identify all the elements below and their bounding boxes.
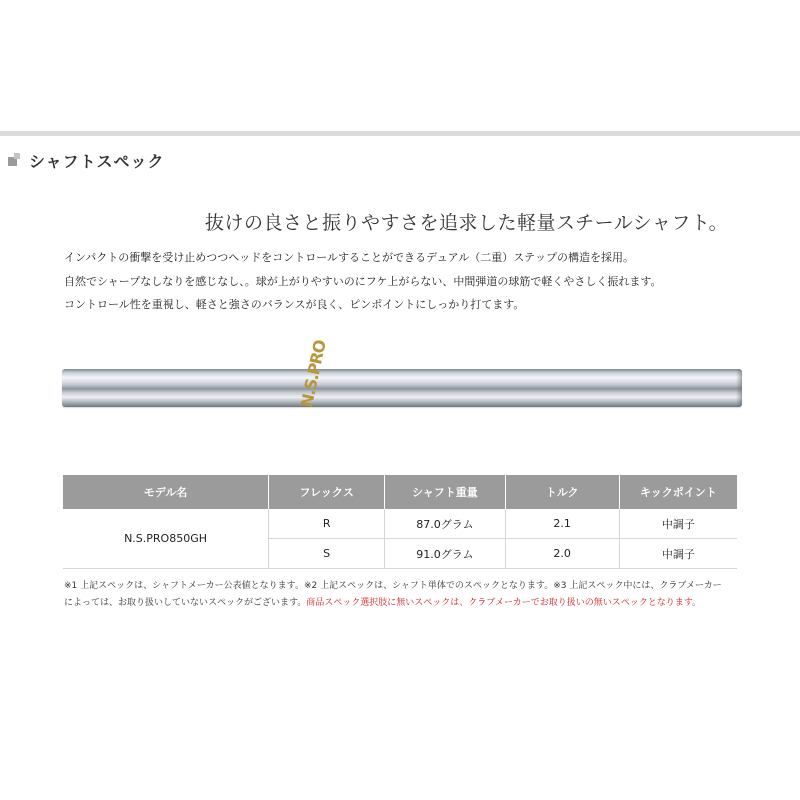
header-weight: シャフト重量 [385, 475, 505, 509]
header-flex: フレックス [269, 475, 385, 509]
shaft-logo-text: N.S.PRO [297, 338, 330, 409]
shaft-image [62, 338, 742, 409]
spec-table [63, 475, 737, 569]
flex-cell: S [269, 539, 385, 569]
footnote-line-2 [64, 595, 744, 612]
footnotes [64, 578, 744, 612]
weight-cell: 91.0グラム [385, 539, 505, 569]
table-row [63, 509, 737, 539]
model-cell: N.S.PRO850GH [63, 509, 269, 569]
header-kick-point: キックポイント [619, 475, 737, 509]
top-divider [0, 131, 800, 136]
header-torque: トルク [505, 475, 619, 509]
section-title: シャフトスペック [29, 151, 165, 171]
footnote-line-2-text: によっては、お取り扱いしていないスペックがございます。 [64, 598, 307, 608]
shaft-logo [297, 338, 367, 409]
description-line-1: インパクトの衝撃を受け止めつつヘッドをコントロールすることができるデュアル（二重）ステップの構造を採用。 [64, 251, 635, 264]
section-header [8, 148, 165, 172]
header-model: モデル名 [63, 475, 269, 509]
torque-cell: 2.0 [505, 539, 619, 569]
kick-point-cell: 中調子 [619, 509, 737, 539]
spec-table-header [63, 475, 737, 509]
kick-point-cell: 中調子 [619, 539, 737, 569]
torque-cell: 2.1 [505, 509, 619, 539]
headline: 抜けの良さと振りやすさを追求した軽量スチールシャフト。 [205, 212, 729, 234]
weight-cell: 87.0グラム [385, 509, 505, 539]
flex-cell: R [269, 509, 385, 539]
square-bullet-icon [8, 153, 22, 167]
description-line-2: 自然でシャープなしなりを感じなし、。球が上がりやすいのにフケ上がらない、中間弾道の球筋で軽くやさしく振れます。 [64, 275, 662, 288]
footnote-warning: 商品スペック選択肢に無いスペックは、クラブメーカーでお取り扱いの無いスペックとなります。 [306, 598, 702, 608]
footnote-line-1: ※1 上記スペックは、シャフトメーカー公表値となります。※2 上記スペックは、シャフト単体でのスペックとなります。※3 上記スペック中には、クラブメーカー [64, 581, 722, 591]
description-line-3: コントロール性を重視し、軽さと強さのバランスが良く、ピンポイントにしっかり打てます。 [64, 298, 525, 311]
